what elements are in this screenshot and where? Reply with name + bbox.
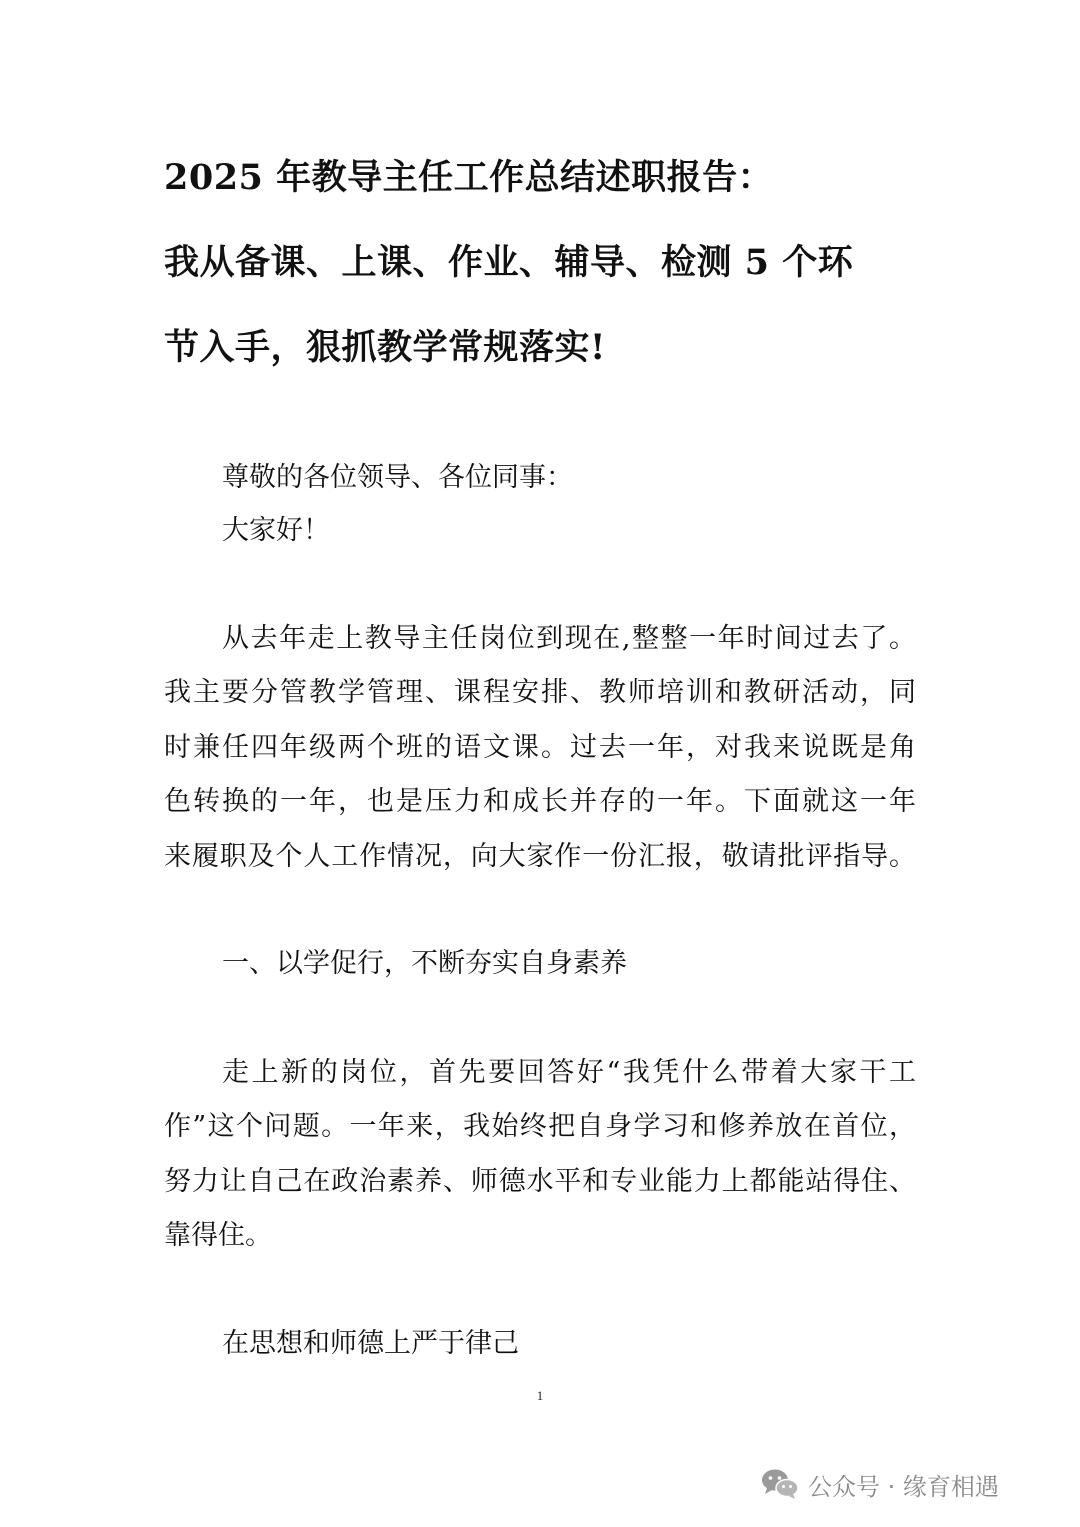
intro-line: 时兼任四年级两个班的语文课。过去一年，对我来说既是角 xyxy=(164,732,916,763)
title-line-2: 我从备课、上课、作业、辅导、检测 5 个环 xyxy=(164,242,854,283)
section1-line: 努力让自己在政治素养、师德水平和专业能力上都能站得住、 xyxy=(164,1166,916,1197)
salutation: 尊敬的各位领导、各位同事： xyxy=(222,462,573,493)
section1-line: 靠得住。 xyxy=(164,1220,272,1251)
watermark-text: 公众号 · 缘育相遇 xyxy=(808,1472,999,1501)
wechat-icon xyxy=(760,1467,800,1501)
section1-line: 走上新的岗位，首先要回答好“我凭什么带着大家干工 xyxy=(222,1057,916,1088)
section-heading: 一、以学促行，不断夯实自身素养 xyxy=(222,948,627,979)
section1-line: 作”这个问题。一年来，我始终把自身学习和修养放在首位， xyxy=(164,1111,916,1142)
subheading: 在思想和师德上严于律己 xyxy=(222,1328,519,1359)
title-line-3: 节入手，狠抓教学常规落实! xyxy=(164,327,606,368)
page-number: 1 xyxy=(536,1388,544,1403)
title-line-1: 2025 年教导主任工作总结述职报告： xyxy=(164,157,774,198)
watermark xyxy=(760,1464,999,1504)
intro-line: 色转换的一年，也是压力和成长并存的一年。下面就这一年 xyxy=(164,786,916,817)
intro-line: 我主要分管教学管理、课程安排、教师培训和教研活动，同 xyxy=(164,677,916,708)
intro-line: 来履职及个人工作情况，向大家作一份汇报，敬请批评指导。 xyxy=(164,841,916,872)
intro-line: 从去年走上教导主任岗位到现在,整整一年时间过去了。 xyxy=(222,623,916,654)
greeting: 大家好！ xyxy=(222,515,330,546)
